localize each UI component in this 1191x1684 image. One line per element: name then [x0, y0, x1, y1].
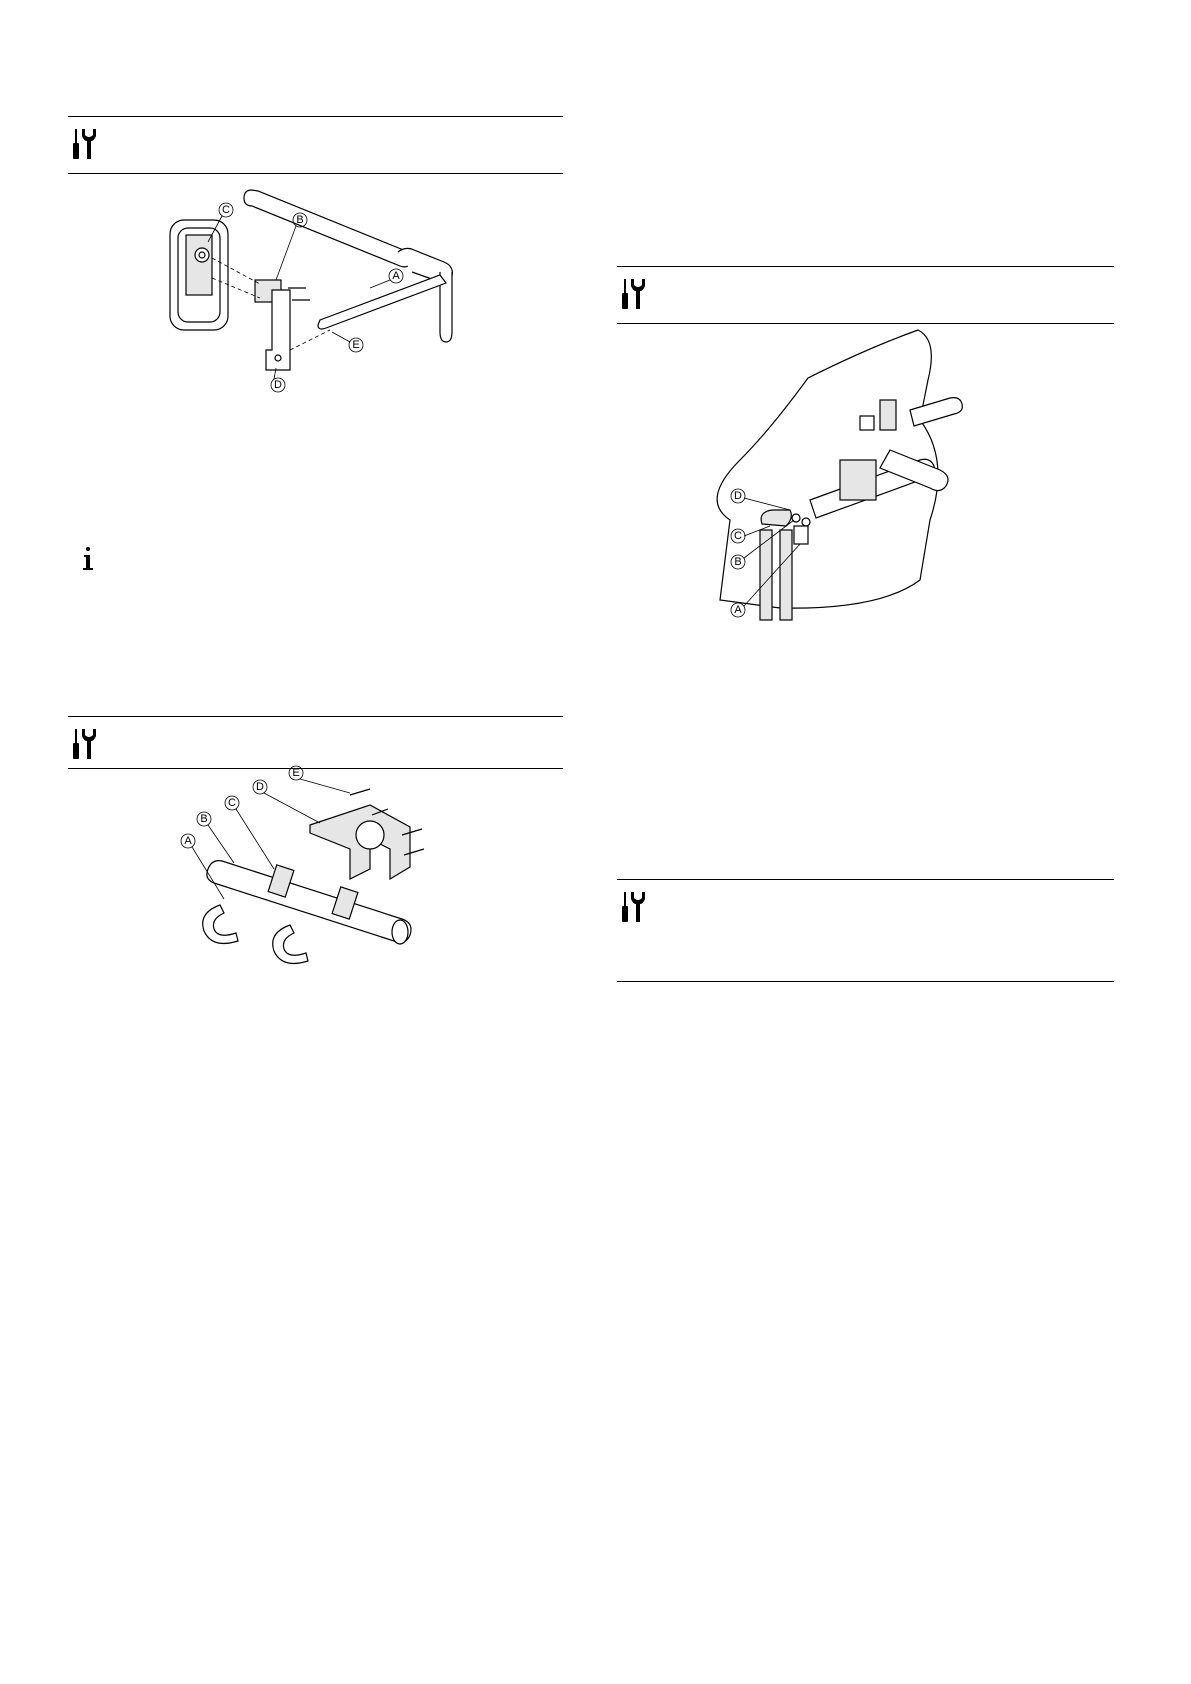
callout-a: A [184, 835, 192, 847]
callout-c: C [228, 797, 236, 809]
info-icon [81, 546, 95, 572]
callout-b: B [734, 556, 742, 568]
wrench-icon [631, 279, 645, 309]
callout-a: A [734, 604, 742, 616]
callout-c: C [734, 530, 742, 542]
tools-icon [622, 279, 648, 309]
callout-a: A [392, 270, 400, 282]
tools-icon [622, 892, 648, 922]
tools-header-4 [617, 879, 1114, 982]
tools-header-2 [68, 716, 563, 769]
callout-d: D [274, 379, 282, 391]
tools-header-1 [68, 116, 563, 174]
tools-icon [73, 729, 99, 759]
tools-icon [73, 129, 99, 159]
callout-b: B [200, 813, 208, 825]
tools-header-3 [617, 266, 1114, 324]
callout-d: D [256, 781, 264, 793]
callout-e: E [352, 339, 360, 351]
wrench-icon [631, 892, 645, 922]
figure-clamp-tube [160, 767, 460, 985]
wrench-icon [82, 729, 96, 759]
callout-d: D [734, 490, 742, 502]
figure-backrest-bracket [710, 330, 1030, 630]
screwdriver-icon [622, 279, 628, 309]
screwdriver-icon [73, 729, 79, 759]
screwdriver-icon [73, 129, 79, 159]
callout-b: B [296, 214, 304, 226]
callout-e: E [292, 767, 300, 779]
callout-c: C [222, 204, 230, 216]
figure-headrest-mount [160, 180, 480, 400]
screwdriver-icon [622, 892, 628, 922]
wrench-icon [82, 129, 96, 159]
